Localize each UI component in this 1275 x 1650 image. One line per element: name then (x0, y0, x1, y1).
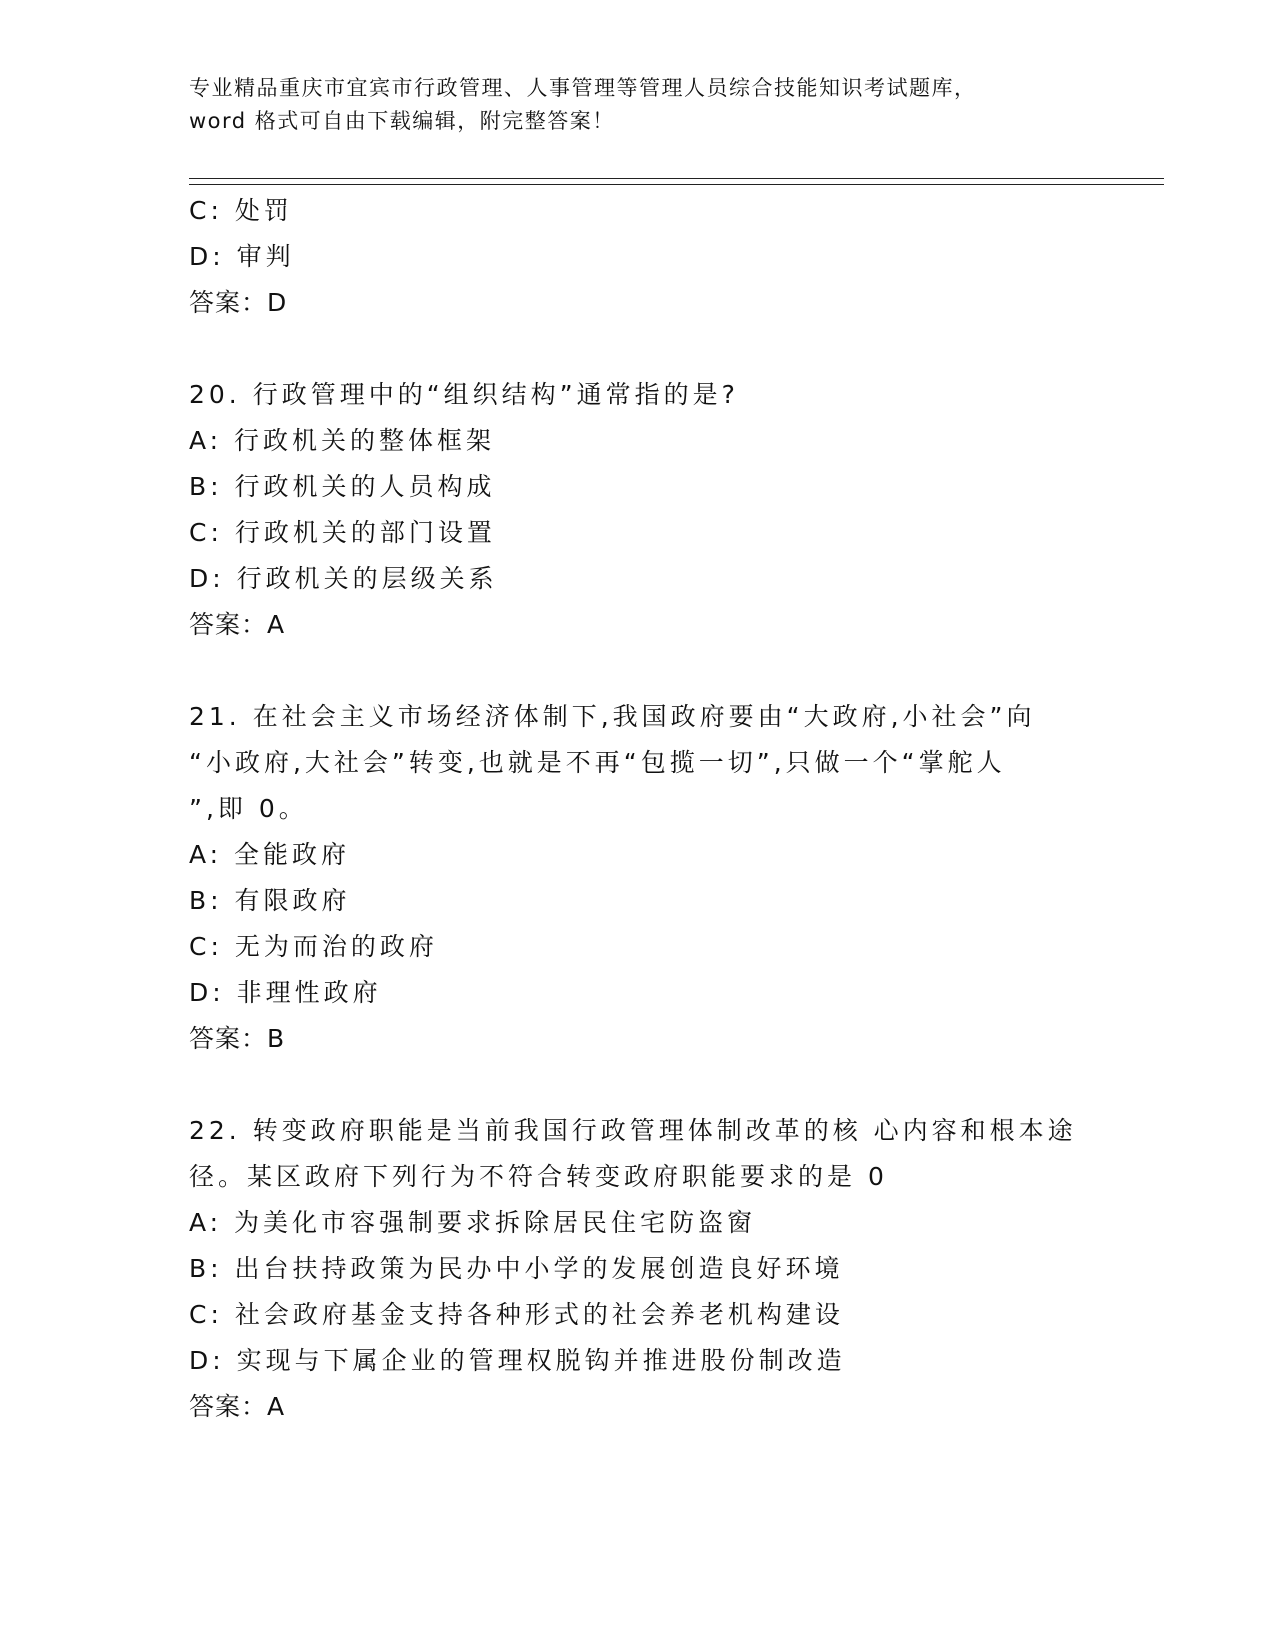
question-19 (189, 188, 1089, 326)
question-20 (189, 372, 1089, 648)
spacer (189, 326, 1089, 372)
question-21-option-c: C: 无为而治的政府 (189, 932, 438, 961)
question-20-option-a: A: 行政机关的整体框架 (189, 426, 496, 455)
header-divider-top (189, 178, 1164, 179)
question-list (189, 188, 1089, 1430)
question-22-option-d: D: 实现与下属企业的管理权脱钩并推进股份制改造 (189, 1346, 846, 1375)
header-divider-bottom (189, 184, 1164, 185)
header-line-1: 专业精品重庆市宜宾市行政管理、人事管理等管理人员综合技能知识考试题库， (189, 76, 977, 100)
question-21-option-d: D: 非理性政府 (189, 978, 382, 1007)
question-20-option-b: B: 行政机关的人员构成 (189, 472, 496, 501)
header-line-2: word 格式可自由下载编辑，附完整答案！ (189, 109, 615, 133)
question-22 (189, 1108, 1089, 1430)
question-21-stem-line-3: ”,即 0。 (189, 794, 308, 823)
question-20-option-c: C: 行政机关的部门设置 (189, 518, 496, 547)
spacer (189, 1062, 1089, 1108)
question-20-answer: 答案：A (189, 610, 286, 639)
question-21-stem-line-2: “小政府,大社会”转变,也就是不再“包揽一切”,只做一个“掌舵人 (189, 748, 1006, 777)
question-20-option-d: D: 行政机关的层级关系 (189, 564, 498, 593)
question-21-option-a: A: 全能政府 (189, 840, 351, 869)
question-21-stem-line-1: 21. 在社会主义市场经济体制下,我国政府要由“大政府,小社会”向 (189, 702, 1036, 731)
question-22-option-a: A: 为美化市容强制要求拆除居民住宅防盗窗 (189, 1208, 757, 1237)
question-22-option-c: C: 社会政府基金支持各种形式的社会养老机构建设 (189, 1300, 844, 1329)
question-20-stem: 20. 行政管理中的“组织结构”通常指的是? (189, 380, 739, 409)
question-19-option-d: D: 审判 (189, 242, 295, 271)
question-22-answer: 答案：A (189, 1392, 286, 1421)
document-header (189, 72, 1089, 138)
question-19-option-c: C: 处罚 (189, 196, 293, 225)
question-21 (189, 694, 1089, 1062)
question-22-option-b: B: 出台扶持政策为民办中小学的发展创造良好环境 (189, 1254, 844, 1283)
question-22-stem-line-1: 22. 转变政府职能是当前我国行政管理体制改革的核 心内容和根本途 (189, 1116, 1077, 1145)
question-21-answer: 答案：B (189, 1024, 286, 1053)
question-22-stem-line-2: 径。某区政府下列行为不符合转变政府职能要求的是 0 (189, 1162, 888, 1191)
spacer (189, 648, 1089, 694)
question-21-option-b: B: 有限政府 (189, 886, 351, 915)
question-19-answer: 答案：D (189, 288, 288, 317)
